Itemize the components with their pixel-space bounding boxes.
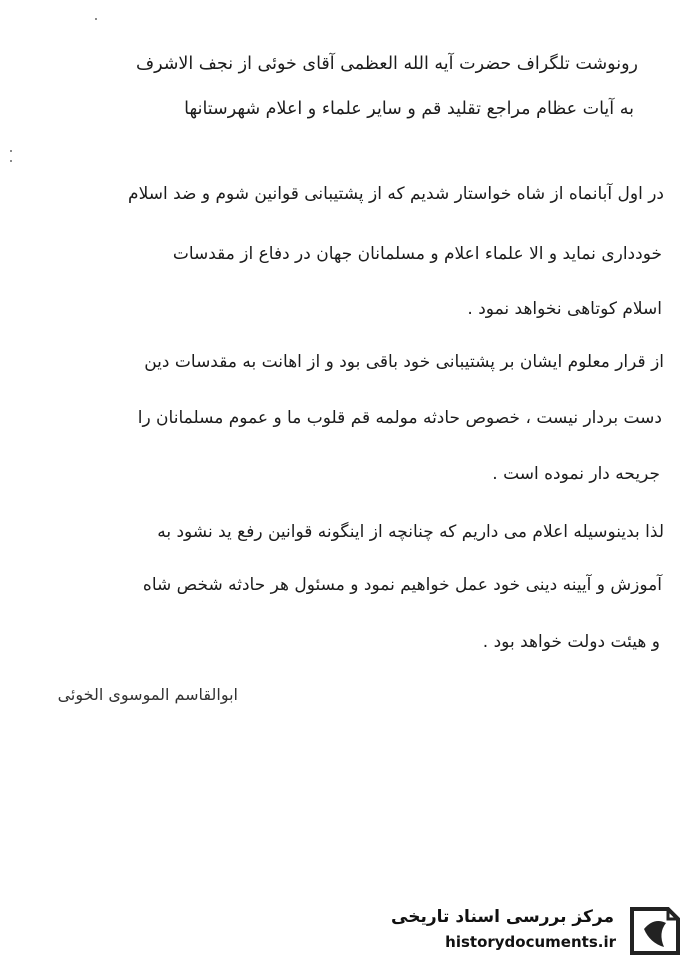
paragraph-1-line-2: خودداری نماید و الا علماء اعلام و مسلمانان جهان در دفاع از مقدسات [172, 244, 662, 264]
paragraph-1-line-1: در اول آبانماه از شاه خواستار شدیم که از پشتیبانی قوانین شوم و ضد اسلام [128, 184, 664, 204]
scan-speck [10, 160, 12, 162]
watermark [391, 903, 692, 959]
signature: ابوالقاسم الموسوی الخوئی [57, 685, 238, 704]
heading-line-2: به آیات عظام مراجع تقلید قم و سایر علماء و اعلام شهرستانها [184, 99, 634, 119]
watermark-url: historydocuments.ir [445, 933, 616, 951]
paragraph-1-line-3: اسلام کوتاهی نخواهد نمود . [467, 299, 662, 319]
paragraph-2-line-2: دست بردار نیست ، خصوص حادثه مولمه قم قلوب ما و عموم مسلمانان را [137, 408, 662, 428]
paragraph-2-line-3: جریحه دار نموده است . [492, 464, 660, 484]
scan-speck [10, 150, 12, 152]
paragraph-2-line-1: از قرار معلوم ایشان بر پشتیبانی خود باقی بود و از اهانت به مقدسات دین [144, 352, 664, 372]
scan-speck [95, 18, 97, 20]
heading-line-1: رونوشت تلگراف حضرت آیه الله العظمی آقای خوئی از نجف الاشرف [135, 54, 638, 74]
watermark-title: مرکز بررسی اسناد تاریخی [391, 907, 614, 927]
paragraph-3-line-3: و هیئت دولت خواهد بود . [482, 632, 660, 652]
document-center-logo-icon [624, 903, 684, 959]
paragraph-3-line-1: لذا بدینوسیله اعلام می داریم که چنانچه از اینگونه قوانین رفع ید نشود به [157, 522, 664, 542]
paragraph-3-line-2: آموزش و آیینه دینی خود عمل خواهیم نمود و مسئول هر حادثه شخص شاه [142, 575, 662, 595]
